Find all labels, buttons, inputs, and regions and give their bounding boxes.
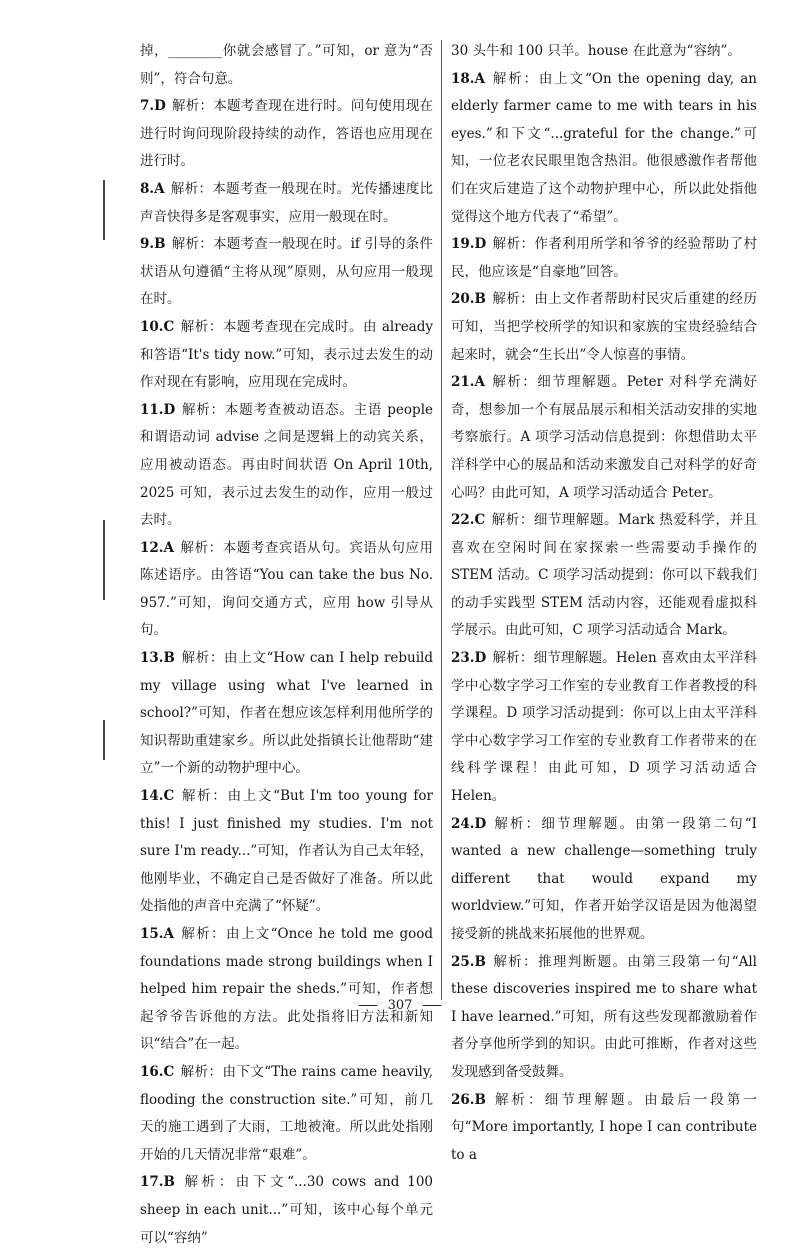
left-answer-list <box>140 93 433 1252</box>
footer-dash <box>423 1005 441 1006</box>
answer-letter: D <box>474 650 487 667</box>
question-number: 19. <box>451 236 475 253</box>
answer-letter: B <box>163 650 175 667</box>
answer-letter: D <box>474 236 487 253</box>
answer-entry <box>140 93 433 176</box>
answer-letter: B <box>474 1091 486 1108</box>
explanation-text: 解析：细节理解题。Mark 热爱科学，并且喜欢在空闲时间在家探索一些需要动手操作的 STEM 活动。C 项学习活动提到：你可以下载我们的动手实践型 STEM 活动内容，还能观看虚拟科学展示。由此可知，C 项学习活动适合 Mark。 <box>451 512 757 639</box>
explanation-text: 解析：细节理解题。由最后一段第一句“More importantly, I hope I can contribute to a <box>451 1091 757 1163</box>
question-number: 9. <box>140 236 155 253</box>
question-number: 26. <box>451 1091 475 1108</box>
answer-letter: C <box>163 788 175 805</box>
answer-entry <box>140 783 433 921</box>
answer-letter: C <box>163 318 175 335</box>
explanation-text: 解析：本题考查被动语态。主语 people 和谓语动词 advise 之间是逻辑上的动宾关系，应用被动语态。再由时间状语 On April 10th, 2025 可知，表示过去发生的动作，应用一般过去时。 <box>140 401 433 529</box>
explanation-text: 解析：细节理解题。Helen 喜欢由太平洋科学中心数字学习工作室的专业教育工作者教授的科学课程。D 项学习活动提到：你可以上由太平洋科学中心数字学习工作室的专业教育工作者带来的在线科学课程！由此可知，D 项学习活动适合 Helen。 <box>451 650 757 805</box>
question-number: 17. <box>140 1174 164 1191</box>
continued-explanation-17: 30 头牛和 100 只羊。house 在此意为“容纳”。 <box>451 43 741 59</box>
explanation-text: 解析：本题考查宾语从句。宾语从句应用陈述语序。由答语“You can take the bus No. 957.”可知，询问交通方式，应用 how 引导从句。 <box>140 539 433 639</box>
answer-letter: A <box>474 70 485 87</box>
question-number: 13. <box>140 650 164 667</box>
explanation-text: 解析：由上文“But I'm too young for this! I just finished my studies. I'm not sure I'm ready...”可知，作者认为自己太年轻，他刚毕业，不确定自己是否做好了准备。所以此处指他的声音中充满了“怀疑”。 <box>140 788 433 915</box>
explanation-text: 解析：细节理解题。Peter 对科学充满好奇，想参加一个有展品展示和相关活动安排的实地考察旅行。A 项学习活动信息提到：你想借助太平洋科学中心的展品和活动来激发自己对科学的好奇心吗？由此可知，A 项学习活动适合 Peter。 <box>451 374 757 501</box>
explanation-text: 解析：本题考查一般现在时。光传播速度比声音快得多是客观事实，应用一般现在时。 <box>140 180 433 225</box>
question-number: 14. <box>140 788 164 805</box>
answer-letter: D <box>154 98 166 115</box>
binding-mark <box>103 180 105 240</box>
answer-entry <box>451 949 757 1087</box>
answer-letter: D <box>474 815 487 832</box>
page-number: 307 <box>387 998 413 1013</box>
answer-entry <box>140 314 433 397</box>
answer-letter: A <box>163 539 174 556</box>
explanation-text: 解析：推理判断题。由第三段第一句“All these discoveries inspired me to share what I have learned.”可知，所有这些发现都激励着作者分享他所学到的知识。由此可推断，作者对这些发现感到备受鼓舞。 <box>451 953 757 1080</box>
answer-letter: B <box>154 236 166 253</box>
left-column <box>140 38 433 1252</box>
answer-entry <box>140 645 433 783</box>
explanation-text: 解析：由上文“Once he told me good foundations made strong buildings when I helped him repair the sheds.”可知，作者想起爷爷告诉他的方法。此处指将旧方法和新知识“结合”在一起。 <box>140 926 433 1053</box>
answer-entry <box>140 1059 433 1169</box>
answer-entry <box>451 66 757 232</box>
answer-entry <box>140 176 433 231</box>
footer-dash <box>359 1005 377 1006</box>
answer-letter: D <box>163 401 176 418</box>
answer-entry <box>451 369 757 507</box>
question-number: 25. <box>451 953 475 970</box>
question-number: 23. <box>451 650 475 667</box>
question-number: 10. <box>140 318 164 335</box>
answer-entry <box>140 535 433 645</box>
explanation-text: 解析：本题考查现在完成时。由 already 和答语“It's tidy now.”可知，表示过去发生的动作对现在有影响，应用现在完成时。 <box>140 318 433 391</box>
question-number: 12. <box>140 539 164 556</box>
question-number: 20. <box>451 291 475 308</box>
question-number: 21. <box>451 374 475 391</box>
answer-letter: C <box>474 512 486 529</box>
answer-letter: A <box>154 180 165 197</box>
binding-mark <box>103 720 105 760</box>
answer-entry <box>451 507 757 645</box>
answer-letter: B <box>474 291 486 308</box>
explanation-text: 解析：本题考查现在进行时。问句使用现在进行时询问现阶段持续的动作，答语也应用现在进行时。 <box>140 98 433 170</box>
answer-entry <box>140 397 433 535</box>
answer-letter: B <box>474 953 486 970</box>
answer-letter: C <box>163 1063 175 1080</box>
answer-entry <box>140 1169 433 1252</box>
continued-explanation-6: 掉，________你就会感冒了。”可知，or 意为“否则”，符合句意。 <box>140 43 433 87</box>
question-number: 24. <box>451 815 475 832</box>
explanation-text: 解析：本题考查一般现在时。if 引导的条件状语从句遵循“主将从现”原则，从句应用一般现在时。 <box>140 236 433 308</box>
answer-letter: A <box>163 926 174 942</box>
answer-entry <box>451 811 757 949</box>
question-number: 18. <box>451 70 475 87</box>
explanation-text: 解析：由上文“How can I help rebuild my village using what I've learned in school?”可知，作者在想应该怎样利用他所学的知识帮助重建家乡。所以此处指镇长让他帮助“建立”一个新的动物护理中心。 <box>140 650 433 777</box>
explanation-text: 解析：由上文“On the opening day, an elderly farmer came to me with tears in his eyes.”和下文“...grateful for the change.”可知，一位老农民眼里饱含热泪。他很感激作者帮他们在灾后建造了这个动物护理中心，所以此处指他觉得这个地方代表了“希望”。 <box>451 70 757 225</box>
question-number: 8. <box>140 180 155 197</box>
explanation-text: 解析：由上文作者帮助村民灾后重建的经历可知，当把学校所学的知识和家族的宝贵经验结合起来时，就会“生长出”令人惊喜的事情。 <box>451 291 757 363</box>
binding-mark <box>103 520 105 600</box>
explanation-text: 解析：由下文“The rains came heavily, flooding the construction site.”可知，前几天的施工遇到了大雨，工地被淹。所以此处指刚开始的几天情况非常“艰难”。 <box>140 1063 433 1163</box>
answer-entry <box>140 231 433 314</box>
answer-letter: A <box>474 374 485 391</box>
question-number: 22. <box>451 512 475 529</box>
page-footer <box>0 998 800 1013</box>
explanation-text: 解析：细节理解题。由第一段第二句“I wanted a new challenge—something truly different that would expand my worldview.”可知，作者开始学汉语是因为他渴望接受新的挑战来拓展他的世界观。 <box>451 815 757 942</box>
answer-entry <box>140 921 433 1059</box>
explanation-text: 解析：由下文“...30 cows and 100 sheep in each unit...”可知，该中心每个单元可以“容纳” <box>140 1174 433 1246</box>
question-number: 11. <box>140 401 164 418</box>
explanation-text: 解析：作者利用所学和爷爷的经验帮助了村民，他应该是“自豪地”回答。 <box>451 236 757 280</box>
answer-entry <box>451 645 757 811</box>
question-number: 15. <box>140 926 164 942</box>
answer-entry <box>451 231 757 286</box>
column-divider <box>441 40 442 1000</box>
question-number: 16. <box>140 1063 164 1080</box>
answer-letter: B <box>163 1174 175 1191</box>
answer-entry <box>451 1087 757 1170</box>
answer-entry <box>451 286 757 369</box>
question-number: 7. <box>140 98 155 115</box>
